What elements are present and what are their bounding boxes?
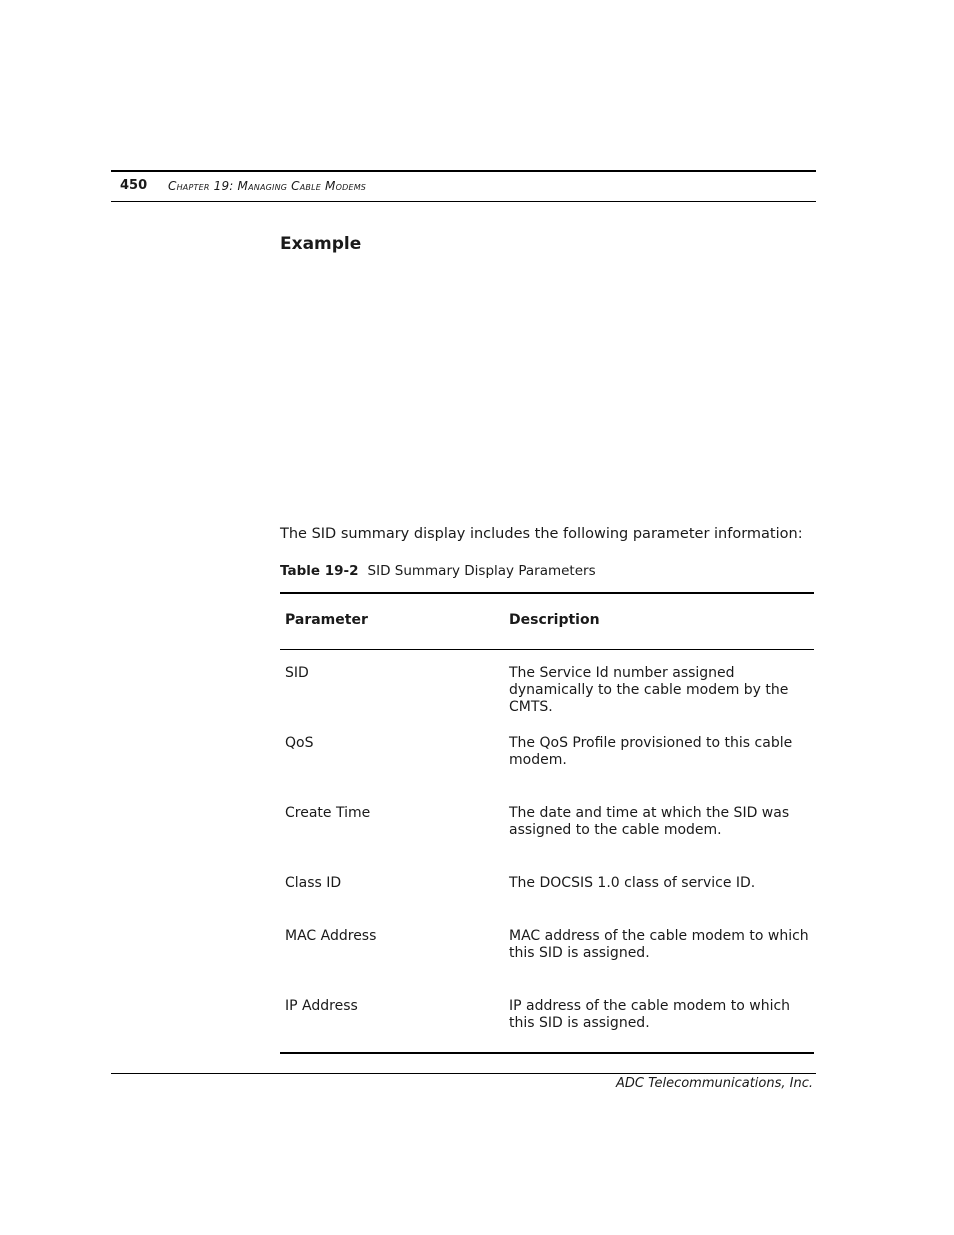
footer-company: ADC Telecommunications, Inc. [616,1076,813,1091]
description-cell: The date and time at which the SID was assigned to the cable modem. [509,805,790,838]
description-cell: The Service Id number assigned dynamically to the cable modem by the CMTS. [509,665,789,715]
description-cell: The QoS Profile provisioned to this cable modem. [509,735,793,768]
parameter-cell: SID [285,665,309,681]
footer-rule [111,1073,816,1074]
parameter-cell: Create Time [285,805,371,821]
parameter-cell: Class ID [285,875,342,891]
table-header-rule [280,649,814,650]
description-cell: The DOCSIS 1.0 class of service ID. [509,875,756,891]
column-header-description: Description [509,612,600,628]
parameter-cell: MAC Address [285,928,377,944]
table-bottom-rule [280,1052,814,1054]
parameter-cell: IP Address [285,998,358,1014]
intro-paragraph: The SID summary display includes the following parameter information: [280,526,803,542]
table-caption-title: SID Summary Display Parameters [367,563,596,579]
header-top-rule [111,170,816,172]
section-heading: Example [280,234,362,254]
page-number: 450 [120,178,148,193]
description-cell: IP address of the cable modem to which this SID is assigned. [509,998,791,1031]
header-bottom-rule [111,201,816,202]
table-top-rule [280,592,814,594]
table-caption-number: Table 19-2 [280,563,359,579]
description-cell: MAC address of the cable modem to which this SID is assigned. [509,928,809,961]
parameter-cell: QoS [285,735,314,751]
column-header-parameter: Parameter [285,612,368,628]
chapter-title: Chapter 19: Managing Cable Modems [168,179,367,193]
table-caption [280,563,596,579]
